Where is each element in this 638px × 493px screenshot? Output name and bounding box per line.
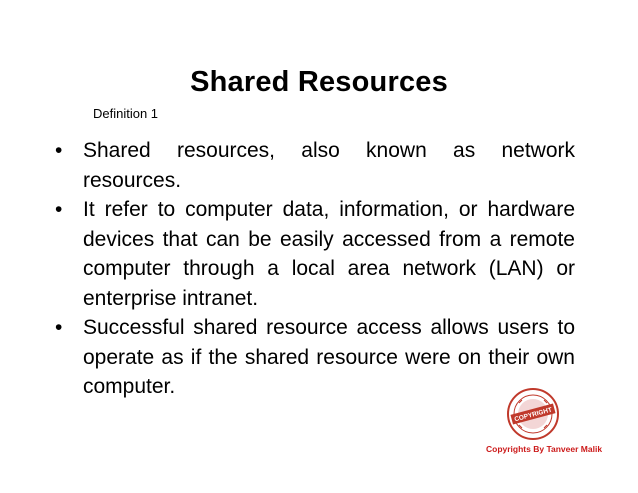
bullet-text: Successful shared resource access allows users to operate as if the shared resource were on their own computer. <box>83 316 575 398</box>
bullet-marker: • <box>55 316 63 339</box>
copyright-credit: Copyrights By Tanveer Malik <box>486 444 603 454</box>
slide-title: Shared Resources <box>190 66 448 98</box>
bullet-text: It refer to computer data, information, or hardware devices that can be easily accessed from a remote computer through a local area network (LAN) or enterprise intranet. <box>83 198 575 310</box>
bullet-marker: • <box>55 139 63 162</box>
bullet-text: Shared resources, also known as network resources. <box>83 139 575 192</box>
bullet-item <box>55 313 575 402</box>
bullet-marker: • <box>55 198 63 221</box>
slide-subtitle: Definition 1 <box>93 106 159 121</box>
bullet-list <box>55 136 575 402</box>
bullet-item <box>55 136 575 195</box>
bullet-item <box>55 195 575 313</box>
stamp-text: COPYRIGHT <box>513 406 553 424</box>
copyright-stamp-icon <box>506 387 560 441</box>
